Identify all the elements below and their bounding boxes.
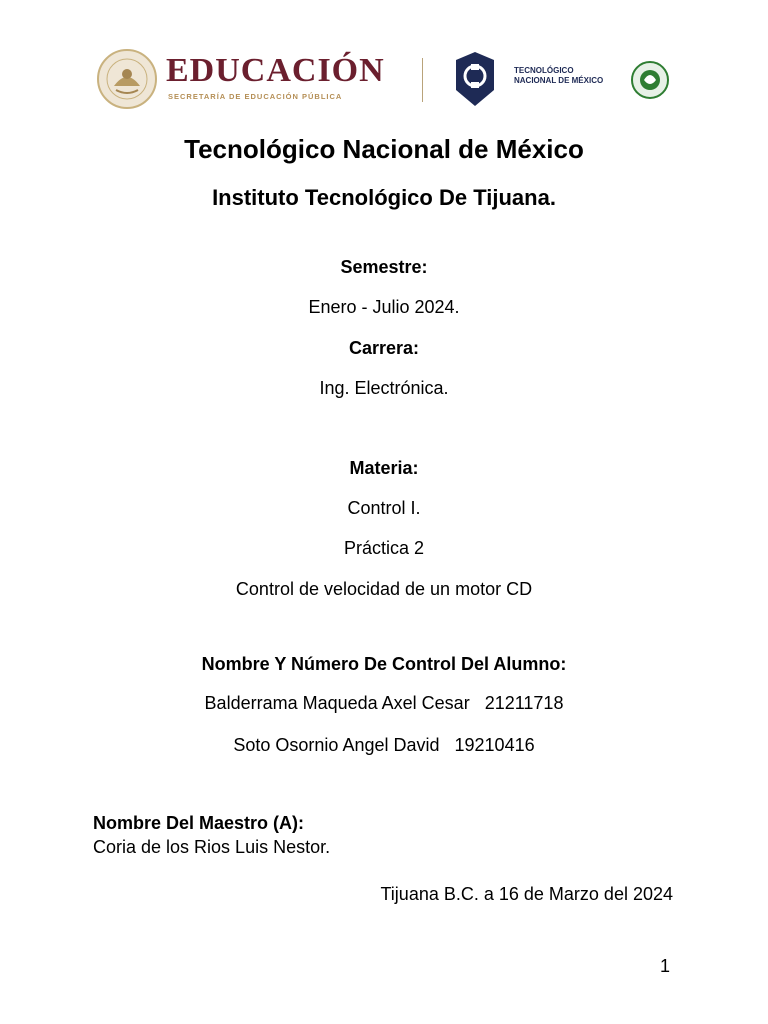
page-title: Tecnológico Nacional de México — [184, 134, 584, 164]
materia-line: Control de velocidad de un motor CD — [235, 579, 533, 599]
semestre-label: Semestre: — [340, 257, 428, 277]
logo-divider — [422, 58, 423, 102]
alumno-row — [0, 735, 768, 756]
alumno-name: Balderrama Maqueda Axel Cesar — [204, 693, 470, 713]
page-number: 1 — [660, 956, 671, 976]
carrera-label: Carrera: — [348, 338, 420, 358]
semestre-value: Enero - Julio 2024. — [308, 297, 460, 317]
carrera-value: Ing. Electrónica. — [319, 378, 449, 398]
materia-line: Práctica 2 — [343, 538, 425, 558]
alumnos-label: Nombre Y Número De Control Del Alumno: — [201, 654, 567, 674]
alumno-control-number: 21211718 — [484, 693, 564, 713]
institute-subtitle: Instituto Tecnológico De Tijuana. — [212, 185, 556, 210]
maestro-label: Nombre Del Maestro (A): — [93, 813, 305, 833]
tecnm-emblem-icon — [452, 50, 498, 108]
place-date: Tijuana B.C. a 16 de Marzo del 2024 — [380, 884, 673, 904]
educacion-logo-subtitle: SECRETARÍA DE EDUCACIÓN PÚBLICA — [168, 92, 343, 101]
tecnm-logo-text — [514, 66, 603, 86]
tecnm-logo-line1: TECNOLÓGICO — [514, 66, 574, 75]
maestro-value: Coria de los Rios Luis Nestor. — [93, 837, 331, 857]
mexico-coat-of-arms-seal-icon — [96, 48, 158, 110]
ito-tijuana-logo-icon — [630, 60, 670, 100]
logo-header — [0, 40, 768, 120]
alumno-name: Soto Osornio Angel David — [233, 735, 440, 755]
materia-line: Control I. — [347, 498, 421, 518]
materia-label: Materia: — [349, 458, 419, 478]
alumno-row — [0, 693, 768, 714]
alumno-control-number: 19210416 — [454, 735, 535, 755]
tecnm-logo-line2: NACIONAL DE MÉXICO — [514, 76, 604, 85]
educacion-logo-text: EDUCACIÓN — [166, 52, 385, 89]
